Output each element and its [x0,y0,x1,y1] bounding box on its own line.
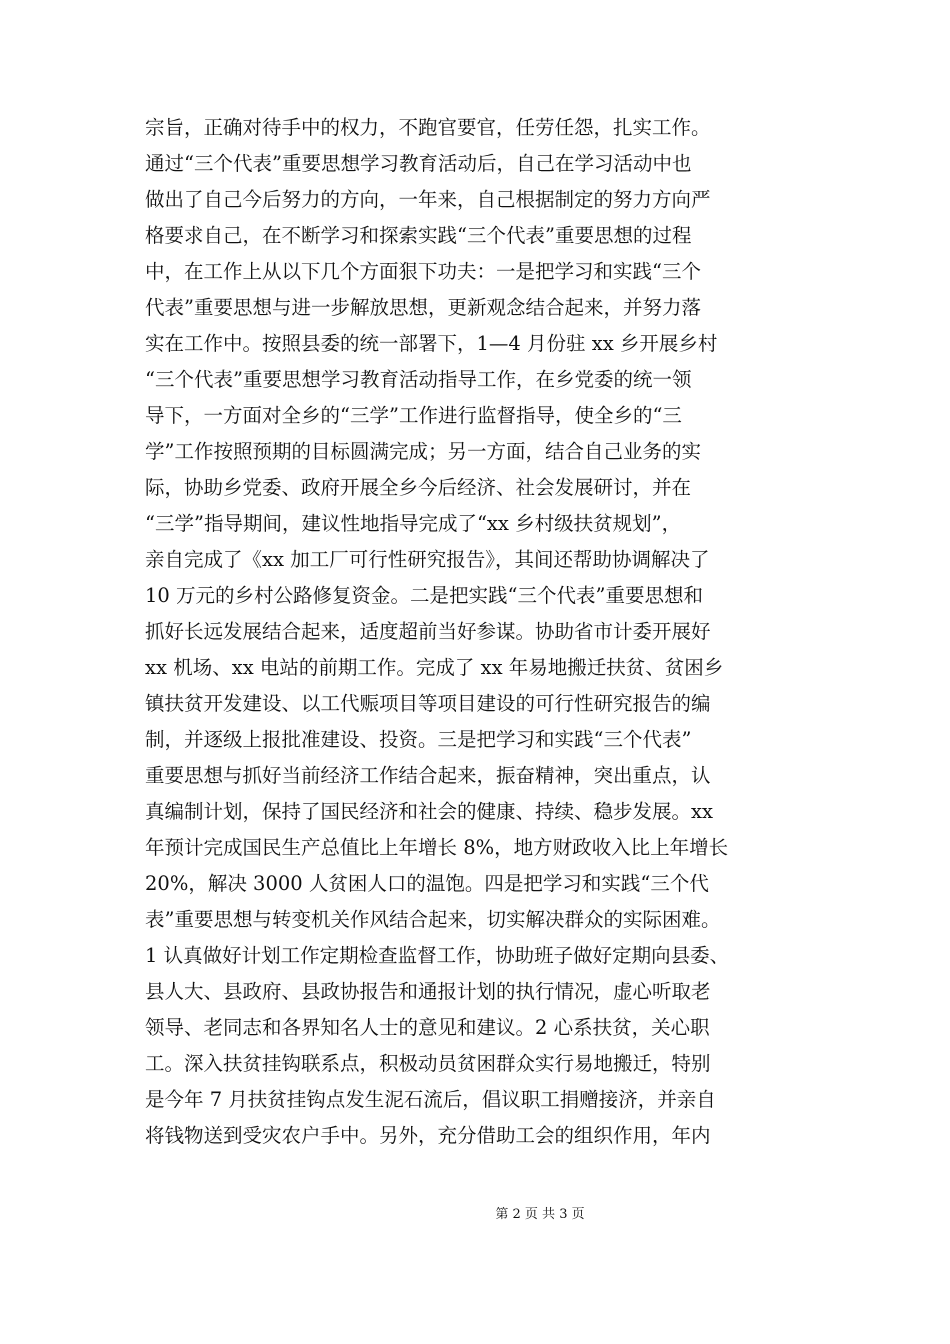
text-line: 学”工作按照预期的目标圆满完成；另一方面，结合自己业务的实 [145,440,701,463]
text-line: 亲自完成了《xx 加工厂可行性研究报告》，其间还帮助协调解决了 [145,548,710,571]
text-line: 表”重要思想与转变机关作风结合起来，切实解决群众的实际困难。 [145,908,721,931]
text-line: 1 认真做好计划工作定期检查监督工作，协助班子做好定期向县委、 [145,944,730,967]
text-line: 抓好长远发展结合起来，适度超前当好参谋。协助省市计委开展好 [145,620,711,643]
text-line: 20%，解决 3000 人贫困人口的温饱。四是把学习和实践“三个代 [145,872,709,895]
text-line: 镇扶贫开发建设、以工代赈项目等项目建设的可行性研究报告的编 [145,692,711,715]
text-line: 工。深入扶贫挂钩联系点，积极动员贫困群众实行易地搬迁，特别 [145,1052,711,1075]
text-line: 导下，一方面对全乡的“三学”工作进行监督指导，使全乡的“三 [145,404,682,427]
text-line: 通过“三个代表”重要思想学习教育活动后，自己在学习活动中也 [145,152,692,175]
text-line: “三学”指导期间，建议性地指导完成了“xx 乡村级扶贫规划”， [145,512,682,535]
text-line: 真编制计划，保持了国民经济和社会的健康、持续、稳步发展。xx [145,800,713,823]
text-line: 是今年 7 月扶贫挂钩点发生泥石流后，倡议职工捐赠接济，并亲自 [145,1088,716,1111]
body-text [145,110,825,1154]
text-line: 领导、老同志和各界知名人士的意见和建议。2 心系扶贫，关心职 [145,1016,710,1039]
text-line: 格要求自己，在不断学习和探索实践“三个代表”重要思想的过程 [145,224,692,247]
text-line: 际，协助乡党委、政府开展全乡今后经济、社会发展研讨，并在 [145,476,692,499]
text-line: 实在工作中。按照县委的统一部署下，1—4 月份驻 xx 乡开展乡村 [145,332,718,355]
text-line: 做出了自己今后努力的方向，一年来，自己根据制定的努力方向严 [145,188,711,211]
text-line: 10 万元的乡村公路修复资金。二是把实践“三个代表”重要思想和 [145,584,703,607]
text-line: 重要思想与抓好当前经济工作结合起来，振奋精神，突出重点，认 [145,764,711,787]
text-line: 将钱物送到受灾农户手中。另外，充分借助工会的组织作用，年内 [145,1124,711,1147]
text-line: 代表”重要思想与进一步解放思想，更新观念结合起来，并努力落 [145,296,701,319]
text-line: 制，并逐级上报批准建设、投资。三是把学习和实践“三个代表” [145,728,692,751]
text-line: “三个代表”重要思想学习教育活动指导工作，在乡党委的统一领 [145,368,692,391]
text-line: xx 机场、xx 电站的前期工作。完成了 xx 年易地搬迁扶贫、贫困乡 [145,656,724,679]
text-line: 年预计完成国民生产总值比上年增长 8%，地方财政收入比上年增长 [145,836,729,859]
page-number-footer: 第 2 页 共 3 页 [495,1207,585,1222]
text-line: 宗旨，正确对待手中的权力，不跑官要官，任劳任怨，扎实工作。 [145,116,711,139]
text-line: 中，在工作上从以下几个方面狠下功夫：一是把学习和实践“三个 [145,260,701,283]
text-line: 县人大、县政府、县政协报告和通报计划的执行情况，虚心听取老 [145,980,711,1003]
